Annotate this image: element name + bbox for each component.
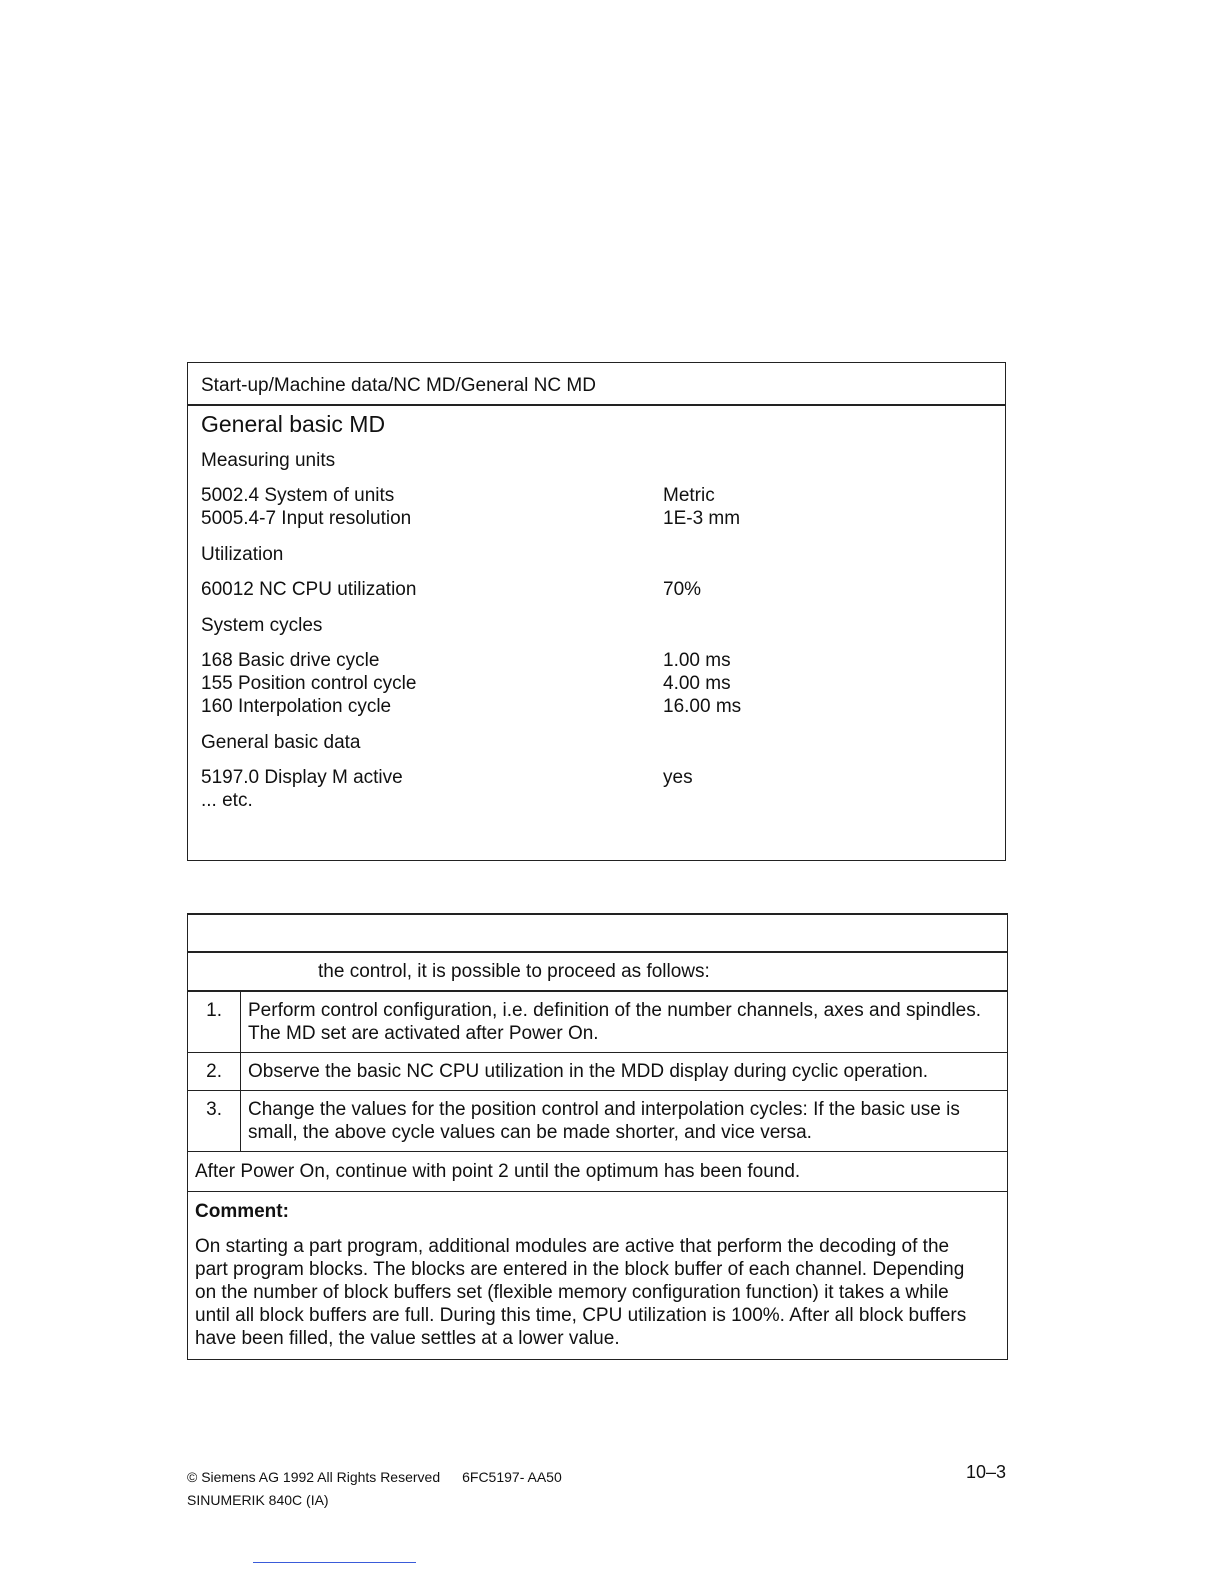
footer-line-1 <box>187 1466 562 1489</box>
step-number: 1. <box>188 992 241 1052</box>
md-name: 5197.0 Display M active <box>201 767 403 788</box>
screen-path: Start-up/Machine data/NC MD/General NC MD <box>188 363 1005 406</box>
md-row <box>201 649 992 672</box>
md-row <box>201 789 992 812</box>
md-row <box>201 507 992 530</box>
md-name: 5005.4-7 Input resolution <box>201 508 412 529</box>
md-value: 1.00 ms <box>663 650 731 671</box>
screen-title: General basic MD <box>201 411 386 437</box>
md-name: 5002.4 System of units <box>201 485 395 506</box>
section-label-system-cycles: System cycles <box>201 615 323 636</box>
step-number: 3. <box>188 1091 241 1151</box>
md-display-screen <box>187 362 1006 861</box>
md-value: 70% <box>663 579 702 600</box>
section-label-utilization: Utilization <box>201 544 284 565</box>
procedure-after-note: After Power On, continue with point 2 until the optimum has been found. <box>188 1152 1007 1192</box>
step-number: 2. <box>188 1053 241 1090</box>
procedure-step <box>188 1053 1007 1091</box>
md-row <box>201 672 992 695</box>
footer-product: SINUMERIK 840C (IA) <box>187 1492 329 1508</box>
section-label-general-basic-data: General basic data <box>201 732 361 753</box>
page-number: 10–3 <box>966 1462 1007 1482</box>
screen-body <box>188 410 1005 812</box>
procedure-step <box>188 1091 1007 1152</box>
md-value: yes <box>663 767 693 788</box>
procedure-table <box>187 913 1008 1360</box>
md-name: 168 Basic drive cycle <box>201 650 380 671</box>
md-value: 4.00 ms <box>663 673 731 694</box>
md-name: ... etc. <box>201 790 253 811</box>
comment-heading: Comment: <box>195 1201 289 1222</box>
bottom-link-rule <box>253 1562 416 1563</box>
procedure-step <box>188 992 1007 1053</box>
md-value: 1E-3 mm <box>663 508 741 529</box>
md-value: 16.00 ms <box>663 696 742 717</box>
md-value: Metric <box>663 485 715 506</box>
comment-block <box>188 1192 1007 1360</box>
comment-text: On starting a part program, additional modules are active that perform the decoding of the part program blocks. The blocks are entered in the block buffer of each channel. Depending on the number of block buffers set (flexible memory configuration function) it takes a while until all block buffers are full. During this time, CPU utilization is 100%. After all block buffers have been filled, the value settles at a lower value. <box>195 1236 967 1349</box>
md-row <box>201 578 992 601</box>
md-name: 155 Position control cycle <box>201 673 417 694</box>
step-text: Change the values for the position control and interpolation cycles: If the basic use is small, the above cycle values can be made shorter, and vice versa. <box>248 1099 960 1143</box>
md-name: 60012 NC CPU utilization <box>201 579 417 600</box>
page-footer <box>187 1466 562 1512</box>
md-row <box>201 695 992 718</box>
footer-order-code: 6FC5197- AA50 <box>462 1469 562 1485</box>
md-row <box>201 484 992 507</box>
step-text: Perform control configuration, i.e. definition of the number channels, axes and spindles. The MD set are activated after Power On. <box>248 1000 981 1044</box>
md-name: 160 Interpolation cycle <box>201 696 392 717</box>
step-text: Observe the basic NC CPU utilization in the MDD display during cyclic operation. <box>248 1061 929 1082</box>
table-header-row <box>188 915 1007 953</box>
md-row <box>201 766 992 789</box>
footer-copyright: © Siemens AG 1992 All Rights Reserved <box>187 1469 441 1485</box>
procedure-intro: the control, it is possible to proceed as follows: <box>188 953 1007 992</box>
section-label-measuring-units: Measuring units <box>201 450 336 471</box>
